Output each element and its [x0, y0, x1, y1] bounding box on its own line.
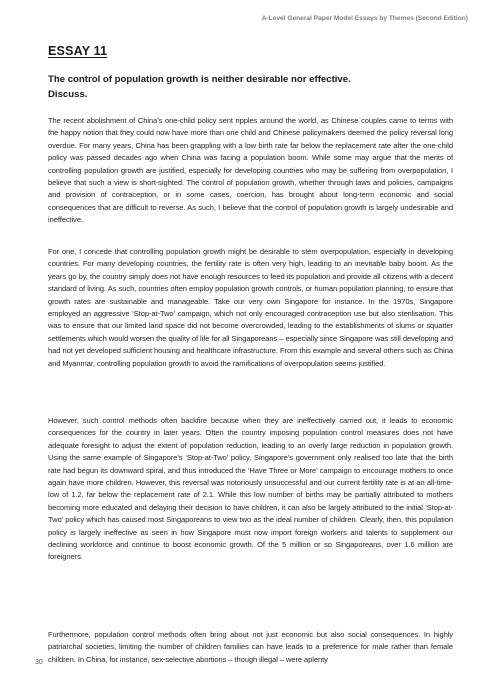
page-number: 30 [35, 659, 43, 666]
running-header [262, 15, 468, 22]
book-title: A-Level General Paper Model Essays by Themes (Second Edition) [261, 15, 468, 22]
essay-number-heading: ESSAY 11 [48, 44, 108, 58]
paragraph-body-1: For one, I concede that controlling population growth might be desirable to stem overpopulation, especially in developing countries. For many developing countries, the fertility rate is often very high, leading to an inevitable baby boom. As the years go by, the country simply does not have enough resources to feed its population and provide all citizens with a decent standard of living. As such, countries often employ population growth controls, or human population planning, to ensure that growth rates are sustainable and manageable. Take our very own Singapore for instance. In the 1970s, Singapore employed an aggressive ‘Stop-at-Two’ campaign, which not only encouraged contraception use but also sterilisation. This was to ensure that our limited land space did not become overcrowded, leading to the establishments of slums or squatter settlements which would worsen the quality of life for all Singaporeans – especially since Singapore was still developing and had not yet developed sufficient housing and healthcare infrastructure. From this example and several others such as China and Myanmar, controlling population growth to avoid the ramifications of overpopulation seems justified. [48, 247, 453, 368]
essay-question-line: The control of population growth is neither desirable nor effective. [48, 74, 351, 85]
paragraph-body-2: However, such control methods often backfire because when they are ineffectively carried out, it leads to economic consequences for the country in later years. Often the country imposing population control measures does not have adequate foresight to adjust the extent of population reduction, leading to an overly large reduction in population growth. Using the same example of Singapore’s ‘Stop-at-Two’ policy, Singapore’s government only realised too late that the birth rate had begun its downward spiral, and thus introduced the ‘Have Three or More’ campaign to encourage mothers to once again have more children. However, this reversal was notoriously unsuccessful and our current fertility rate is at an all-time-low of 1.2, far below the replacement rate of 2.1. While this low number of births may be partially attributed to mothers becoming more educated and delaying their decision to have children, it can also be largely attributed to the initial ‘Stop-at-Two’ policy which has caused most Singaporeans to view two as the ideal number of children. Clearly, then, this population policy is largely ineffective as seen in how Singapore must now import foreign workers and talents to supplement our declining workforce and continue to boost economic growth. Of the 5 million or so Singaporeans, over 1.6 million are foreigners. [48, 416, 453, 562]
paragraph-body-3: Furthermore, population control methods often bring about not just economic but also social consequences. In highly patriarchal societies, limiting the number of children families can have leads to a preference for male rather than female children. In China, for instance, sex-selective abortions – though illegal – were aplenty [48, 630, 453, 664]
essay-question [48, 72, 448, 102]
essay-question-instruction: Discuss. [48, 89, 88, 100]
paragraph-introduction: The recent abolishment of China’s one-child policy sent ripples around the world, as Chinese couples came to terms with the happy notion that they could now have more than one child and Chinese policymakers deemed the policy reversal long overdue. For many years, China has been grappling with a low birth rate far below the replacement rate after the one-child policy was passed decades ago when China was facing a population boom. While some may argue that the merits of controlling population growth are justified, especially for developing countries who may be suffering from overpopulation, I believe that such a view is short-sighted. The control of population growth, whether through laws and policies, campaigns and provision of contraception, or in some cases, coercion, has brought about long-term economic and social consequences that are difficult to reverse. As such, I believe that the control of population growth is largely undesirable and ineffective. [48, 116, 453, 225]
